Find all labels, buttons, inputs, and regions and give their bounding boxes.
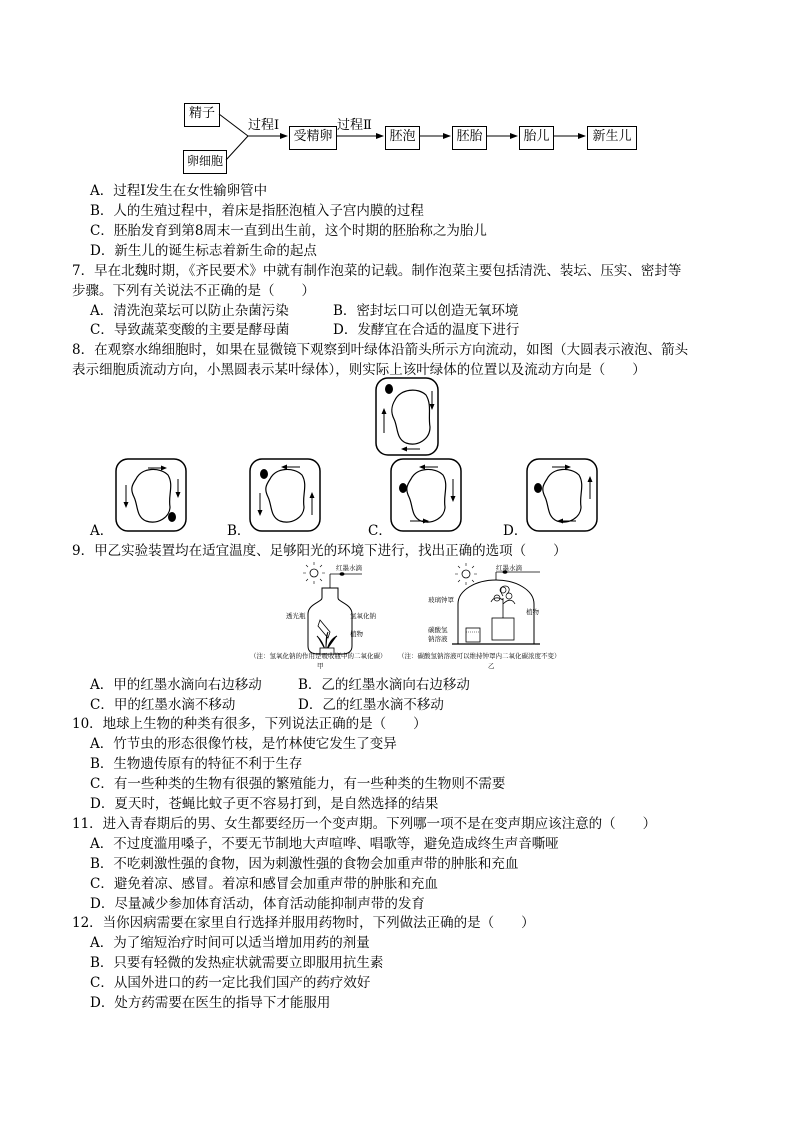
q12-option-c[interactable]: C．从国外进口的药一定比我们国产的药疗效好 — [90, 975, 371, 991]
flow-box-embryo: 胚胎 — [452, 126, 487, 150]
q12-option-a[interactable]: A．为了缩短治疗时间可以适当增加用药的剂量 — [90, 935, 370, 951]
jia-plant-label: 植物 — [350, 630, 363, 638]
q11-option-a[interactable]: A．不过度滥用嗓子，不要无节制地大声喧哗、唱歌等，避免造成终生声音嘶哑 — [90, 836, 559, 852]
q10-option-b[interactable]: B．生物遗传原有的特征不利于生存 — [90, 756, 303, 772]
q12-option-d[interactable]: D．处方药需要在医生的指导下才能服用 — [90, 995, 331, 1011]
jia-bottle-label: 透光瓶 — [286, 612, 306, 620]
q8-option-d[interactable]: D． — [503, 523, 528, 539]
flow-box-sperm: 精子 — [184, 103, 220, 127]
q10-stem: 10．地球上生物的种类有很多，下列说法正确的是（ ） — [72, 716, 427, 732]
q9-stem: 9．甲乙实验装置均在适宜温度、足够阳光的环境下进行，找出正确的选项（ ） — [72, 543, 567, 559]
q6-option-b[interactable]: B．人的生殖过程中，着床是指胚泡植入子宫内膜的过程 — [90, 203, 424, 219]
yi-solution-label-2: 钠溶液 — [428, 635, 448, 643]
q7-option-d[interactable]: D．发酵宜在合适的温度下进行 — [333, 322, 520, 338]
q10-option-d[interactable]: D．夏天时，苍蝇比蚊子更不容易打到，是自然选择的结果 — [90, 796, 439, 812]
q12-stem: 12．当你因病需要在家里自行选择并服用药物时，下列做法正确的是（ ） — [72, 915, 535, 931]
q10-option-c[interactable]: C．有一些种类的生物有很强的繁殖能力，有一些种类的生物则不需要 — [90, 776, 506, 792]
yi-caption: 乙 — [488, 662, 495, 670]
q8-figure — [0, 375, 800, 535]
jia-note: （注：氢氧化钠的作用是吸收瓶中的二氧化碳） — [250, 652, 387, 660]
q8-stem-line2: 表示细胞质流动方向，小黑圆表示某叶绿体），则实际上该叶绿体的位置以及流动方向是（ ） — [72, 362, 646, 378]
q12-option-b[interactable]: B．只要有轻微的发热症状就需要立即服用抗生素 — [90, 955, 384, 971]
flow-box-egg: 卵细胞 — [183, 150, 227, 174]
option-d-cell — [527, 459, 597, 531]
q7-option-c[interactable]: C．导致蔬菜变酸的主要是酵母菌 — [90, 322, 290, 338]
jia-drop-label: 红墨水滴 — [336, 564, 362, 572]
q8-option-b[interactable]: B． — [227, 523, 251, 539]
q7-option-b[interactable]: B．密封坛口可以创造无氧环境 — [333, 303, 519, 319]
q8-stem-line1: 8．在观察水绵细胞时，如果在显微镜下观察到叶绿体沿箭头所示方向流动，如图（大圆表示液泡、箭头 — [72, 342, 689, 358]
yi-solution-label-1: 碳酸氢 — [428, 626, 448, 634]
q7-option-a[interactable]: A．清洗泡菜坛可以防止杂菌污染 — [90, 303, 289, 319]
q11-option-d[interactable]: D．尽量减少参加体育活动，体育活动能抑制声带的发育 — [90, 896, 425, 912]
flow-box-blastocyst: 胚泡 — [385, 126, 420, 150]
q8-option-c[interactable]: C． — [368, 523, 392, 539]
yi-drop-label: 红墨水滴 — [496, 564, 522, 572]
q7-stem-line1: 7．早在北魏时期，《齐民要术》中就有制作泡菜的记载。制作泡菜主要包括清洗、装坛、压实、密封等 — [72, 263, 682, 279]
observed-cell — [376, 378, 438, 455]
sun-icon — [455, 563, 477, 585]
flow-label-process2: 过程Ⅱ — [337, 118, 372, 133]
yi-plant-label: 植物 — [526, 608, 539, 616]
sun-icon — [303, 562, 325, 584]
observed-chloroplast — [385, 384, 393, 394]
flow-arrows — [0, 0, 800, 200]
flow-box-fetus: 胎儿 — [519, 126, 554, 150]
q6-option-a[interactable]: A．过程Ⅰ发生在女性输卵管中 — [90, 183, 268, 199]
flow-label-process1: 过程Ⅰ — [248, 118, 280, 133]
jia-caption: 甲 — [317, 662, 324, 670]
q11-option-b[interactable]: B．不吃刺激性强的食物，因为刺激性强的食物会加重声带的肿胀和充血 — [90, 856, 519, 872]
q10-option-a[interactable]: A．竹节虫的形态很像竹枝，是竹林使它发生了变异 — [90, 736, 397, 752]
yi-note: （注：碳酸氢钠溶液可以维持钟罩内二氧化碳浓度不变） — [398, 652, 561, 660]
yi-cover-label: 玻璃钟罩 — [428, 596, 454, 604]
q9-option-b[interactable]: B．乙的红墨水滴向右边移动 — [298, 677, 470, 693]
option-c-cell — [391, 459, 461, 531]
q9-option-c[interactable]: C．甲的红墨水滴不移动 — [90, 697, 236, 713]
q6-option-c[interactable]: C．胚胎发育到第8周末一直到出生前，这个时期的胚胎称之为胎儿 — [90, 223, 487, 239]
q9-option-d[interactable]: D．乙的红墨水滴不移动 — [298, 697, 444, 713]
q8-option-a[interactable]: A． — [90, 523, 114, 539]
q7-stem-line2: 步骤。下列有关说法不正确的是（ ） — [72, 283, 315, 299]
option-b-cell — [250, 459, 320, 531]
flow-box-zygote: 受精卵 — [289, 126, 337, 150]
flow-box-newborn: 新生儿 — [587, 126, 637, 150]
q11-option-c[interactable]: C．避免着凉、感冒。着凉和感冒会加重声带的肿胀和充血 — [90, 876, 438, 892]
q6-option-d[interactable]: D．新生儿的诞生标志着新生命的起点 — [90, 243, 317, 259]
option-a-cell — [116, 459, 186, 531]
jia-naoh-label: 氢氧化钠 — [350, 612, 376, 620]
q9-apparatus-drawing — [0, 560, 800, 680]
q11-stem: 11．进入青春期后的男、女生都要经历一个变声期。下列哪一项不是在变声期应该注意的（ ） — [72, 816, 657, 832]
q9-option-a[interactable]: A．甲的红墨水滴向右边移动 — [90, 677, 262, 693]
